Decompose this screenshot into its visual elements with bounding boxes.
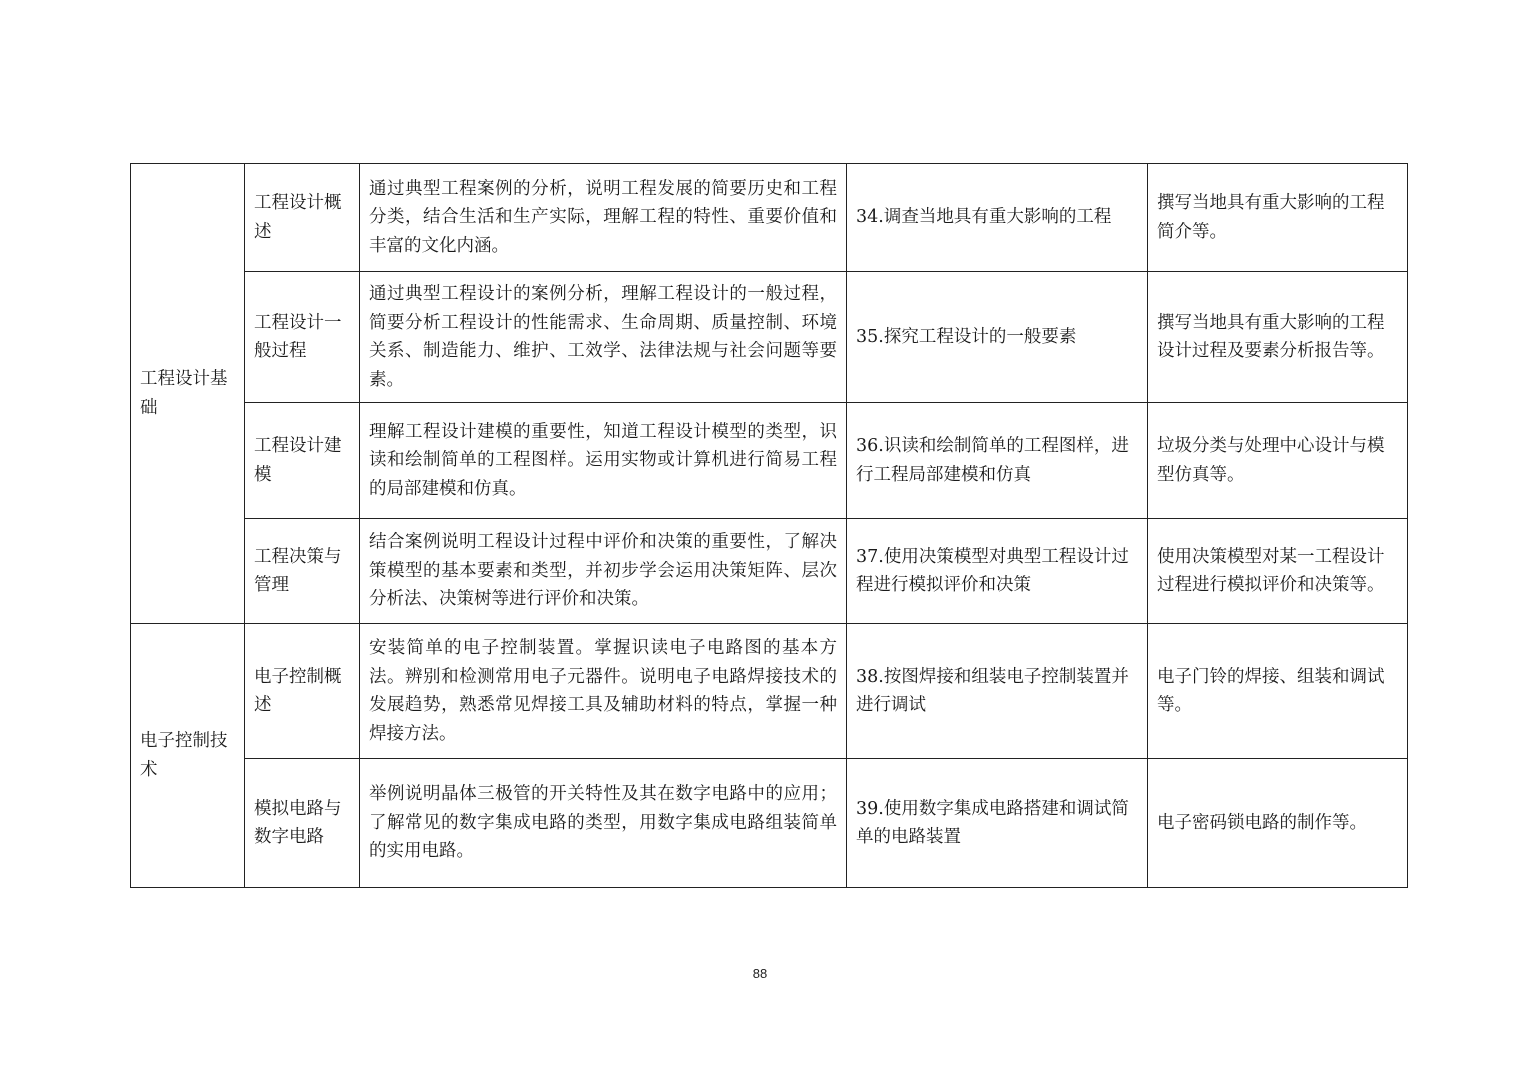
table-row (131, 759, 1408, 888)
module-cell: 电子控制技术 (131, 624, 245, 888)
table-row (131, 624, 1408, 759)
activity-cell: 35.探究工程设计的一般要素 (847, 272, 1148, 403)
content-cell: 结合案例说明工程设计过程中评价和决策的重要性，了解决策模型的基本要素和类型，并初步学会运用决策矩阵、层次分析法、决策树等进行评价和决策。 (360, 519, 847, 624)
topic-cell: 工程设计建模 (245, 403, 360, 519)
example-cell: 使用决策模型对某一工程设计过程进行模拟评价和决策等。 (1148, 519, 1408, 624)
topic-cell: 模拟电路与数字电路 (245, 759, 360, 888)
topic-cell: 工程决策与管理 (245, 519, 360, 624)
topic-cell: 工程设计概述 (245, 164, 360, 272)
example-cell: 垃圾分类与处理中心设计与模型仿真等。 (1148, 403, 1408, 519)
activity-cell: 37.使用决策模型对典型工程设计过程进行模拟评价和决策 (847, 519, 1148, 624)
example-cell: 电子门铃的焊接、组装和调试等。 (1148, 624, 1408, 759)
activity-cell: 38.按图焊接和组装电子控制装置并进行调试 (847, 624, 1148, 759)
example-cell: 撰写当地具有重大影响的工程设计过程及要素分析报告等。 (1148, 272, 1408, 403)
activity-cell: 34.调查当地具有重大影响的工程 (847, 164, 1148, 272)
content-cell: 通过典型工程案例的分析，说明工程发展的简要历史和工程分类，结合生活和生产实际，理解工程的特性、重要价值和丰富的文化内涵。 (360, 164, 847, 272)
topic-cell: 电子控制概述 (245, 624, 360, 759)
example-cell: 电子密码锁电路的制作等。 (1148, 759, 1408, 888)
table-row (131, 164, 1408, 272)
table-row (131, 403, 1408, 519)
curriculum-table (130, 163, 1408, 888)
table-row (131, 272, 1408, 403)
activity-cell: 36.识读和绘制简单的工程图样，进行工程局部建模和仿真 (847, 403, 1148, 519)
content-cell: 通过典型工程设计的案例分析，理解工程设计的一般过程，简要分析工程设计的性能需求、生命周期、质量控制、环境关系、制造能力、维护、工效学、法律法规与社会问题等要素。 (360, 272, 847, 403)
page-number: 88 (752, 966, 768, 981)
module-cell: 工程设计基础 (131, 164, 245, 624)
example-cell: 撰写当地具有重大影响的工程简介等。 (1148, 164, 1408, 272)
content-cell: 举例说明晶体三极管的开关特性及其在数字电路中的应用；了解常见的数字集成电路的类型，用数字集成电路组装简单的实用电路。 (360, 759, 847, 888)
topic-cell: 工程设计一般过程 (245, 272, 360, 403)
activity-cell: 39.使用数字集成电路搭建和调试简单的电路装置 (847, 759, 1148, 888)
content-cell: 安装简单的电子控制装置。掌握识读电子电路图的基本方法。辨别和检测常用电子元器件。说明电子电路焊接技术的发展趋势，熟悉常见焊接工具及辅助材料的特点，掌握一种焊接方法。 (360, 624, 847, 759)
table-row (131, 519, 1408, 624)
content-cell: 理解工程设计建模的重要性，知道工程设计模型的类型，识读和绘制简单的工程图样。运用实物或计算机进行简易工程的局部建模和仿真。 (360, 403, 847, 519)
